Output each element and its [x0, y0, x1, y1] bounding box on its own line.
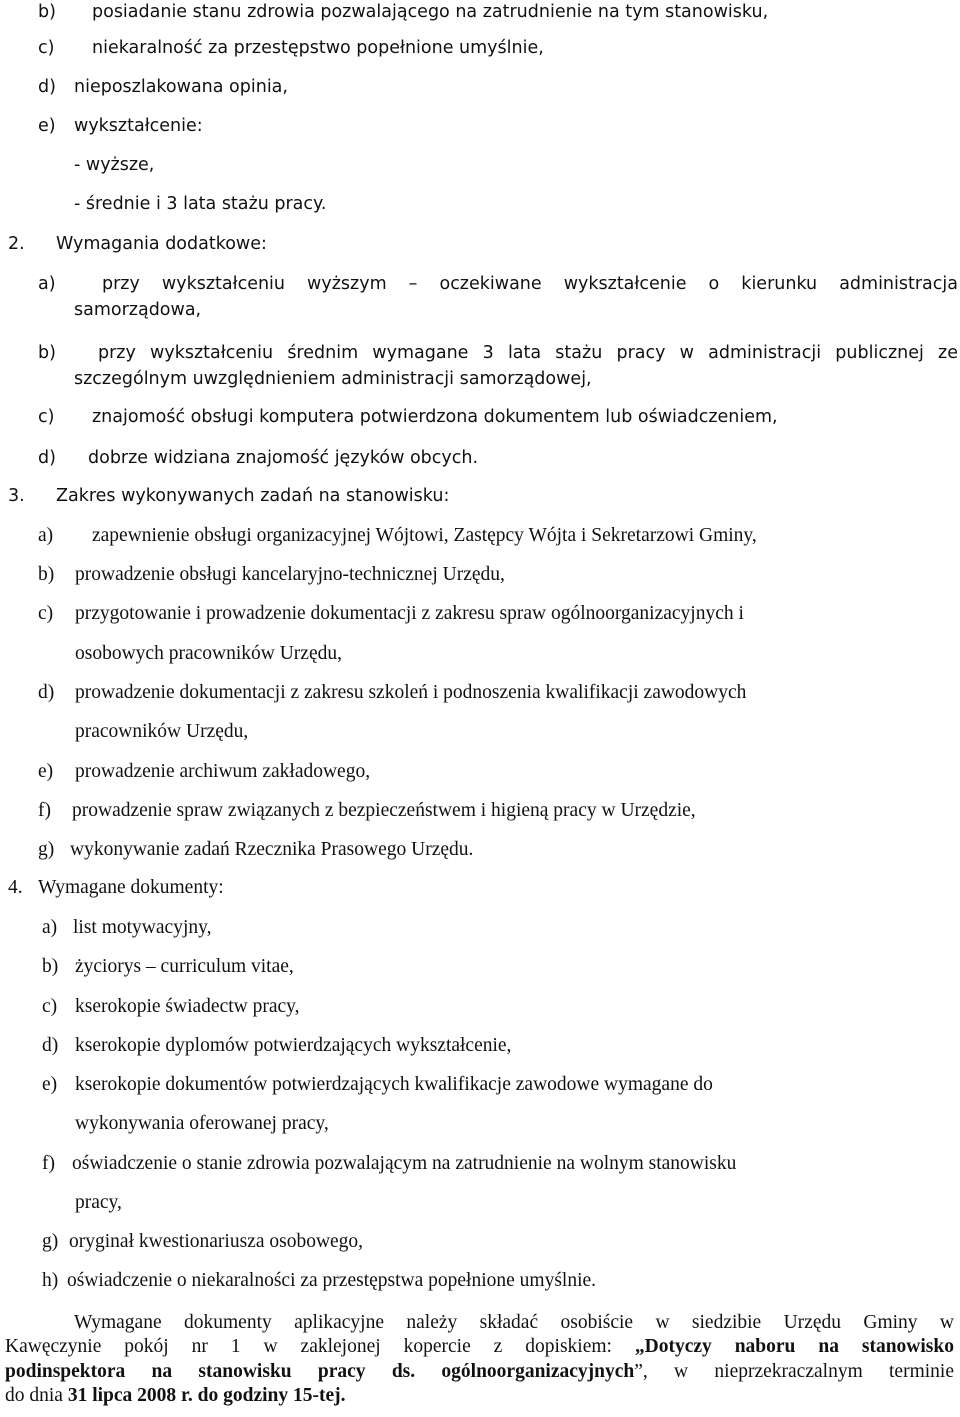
list-marker: h): [42, 1270, 59, 1291]
list-item-text: zapewnienie obsługi organizacyjnej Wójtowi, Zastępcy Wójta i Sekretarzowi Gminy,: [92, 525, 757, 546]
section-heading: [8, 876, 908, 900]
list-item-text: kserokopie świadectw pracy,: [75, 996, 300, 1017]
list-marker: f): [38, 800, 51, 821]
list-marker: e): [38, 761, 54, 782]
list-marker: b): [42, 956, 59, 977]
closing-text: ”, w nieprzekraczalnym terminie: [634, 1361, 954, 1382]
list-item: [42, 1230, 942, 1254]
list-item-continuation: osobowych pracowników Urzędu,: [75, 643, 342, 664]
list-item: [42, 1034, 942, 1058]
list-item-text: prowadzenie spraw związanych z bezpieczeństwem i higieną pracy w Urzędzie,: [72, 800, 696, 821]
list-item: [38, 602, 938, 626]
list-marker: d): [42, 1035, 59, 1056]
list-item-text: życiorys – curriculum vitae,: [75, 956, 294, 977]
list-item-text: dobrze widziana znajomość języków obcych.: [88, 448, 479, 468]
list-item: [38, 446, 938, 470]
list-marker: b): [38, 343, 56, 363]
list-item: [38, 36, 938, 60]
list-item: [38, 799, 938, 823]
list-item-text: wykonywanie zadań Rzecznika Prasowego Urzędu.: [70, 839, 474, 860]
list-item-text: nieposzlakowana opinia,: [74, 77, 288, 97]
list-item: [38, 838, 938, 862]
section-title: Wymagane dokumenty:: [38, 877, 224, 898]
section-title: Zakres wykonywanych zadań na stanowisku:: [56, 486, 450, 506]
closing-emphasis: podinspektora na stanowisku pracy ds. ogólnoorganizacyjnych: [5, 1361, 635, 1382]
closing-emphasis: „Dotyczy naboru na stanowisko: [634, 1336, 954, 1357]
closing-line-3: [5, 1360, 954, 1384]
list-marker: d): [38, 77, 56, 97]
closing-text: Kawęczynie pokój nr 1 w zaklejonej kopercie z dopiskiem:: [5, 1336, 635, 1357]
list-marker: g): [42, 1231, 59, 1252]
list-item: [38, 524, 938, 548]
list-item-text: oświadczenie o stanie zdrowia pozwalającym na zatrudnienie na wolnym stanowisku: [72, 1153, 737, 1174]
closing-text: do dnia: [5, 1385, 68, 1406]
list-item-text: przygotowanie i prowadzenie dokumentacji z zakresu spraw ogólnoorganizacyjnych i: [75, 603, 744, 624]
section-heading: [8, 484, 908, 508]
list-item: [38, 272, 958, 296]
list-item-text: przy wykształceniu średnim wymagane 3 lata stażu pracy w administracji publicznej ze: [98, 343, 958, 363]
list-item: [42, 916, 942, 940]
list-item-continuation: wykonywania oferowanej pracy,: [75, 1113, 329, 1134]
list-marker: b): [38, 564, 55, 585]
list-item: [42, 995, 942, 1019]
list-marker: e): [42, 1074, 58, 1095]
list-item-text: list motywacyjny,: [73, 917, 212, 938]
list-item: [38, 760, 938, 784]
section-number: 3.: [8, 486, 25, 506]
list-item-text: znajomość obsługi komputera potwierdzona dokumentem lub oświadczeniem,: [92, 407, 778, 427]
list-item-text: niekaralność za przestępstwo popełnione umyślnie,: [92, 38, 544, 58]
list-item-sub: - średnie i 3 lata stażu pracy.: [74, 194, 327, 214]
list-marker: a): [38, 274, 56, 294]
list-item: [38, 681, 938, 705]
closing-line-4: [5, 1384, 346, 1408]
list-item-text: posiadanie stanu zdrowia pozwalającego na zatrudnienie na tym stanowisku,: [92, 2, 769, 22]
list-marker: a): [42, 917, 58, 938]
list-item: [38, 114, 938, 138]
list-marker: d): [38, 682, 55, 703]
list-item-continuation: szczególnym uwzględnieniem administracji samorządowej,: [74, 369, 592, 389]
list-marker: b): [38, 2, 56, 22]
list-marker: c): [42, 996, 58, 1017]
list-item-text: prowadzenie archiwum zakładowego,: [75, 761, 371, 782]
deadline: 31 lipca 2008 r. do godziny 15-tej.: [67, 1385, 346, 1406]
list-item-continuation: samorządowa,: [74, 300, 202, 320]
section-heading: [8, 232, 908, 256]
list-marker: c): [38, 38, 55, 58]
list-item-text: przy wykształceniu wyższym – oczekiwane wykształcenie o kierunku administracja: [102, 274, 958, 294]
list-item: [42, 1152, 942, 1176]
list-marker: g): [38, 839, 55, 860]
list-item-sub: - wyższe,: [74, 155, 155, 175]
list-item: [42, 1269, 942, 1293]
list-marker: c): [38, 407, 55, 427]
list-item-text: oryginał kwestionariusza osobowego,: [69, 1231, 364, 1252]
list-marker: a): [38, 525, 54, 546]
list-item-text: oświadczenie o niekaralności za przestępstwa popełnione umyślnie.: [67, 1270, 597, 1291]
list-item: [42, 955, 942, 979]
list-marker: c): [38, 603, 54, 624]
list-item: [38, 563, 938, 587]
section-title: Wymagania dodatkowe:: [56, 234, 267, 254]
list-item-text: kserokopie dyplomów potwierdzających wykształcenie,: [75, 1035, 512, 1056]
list-item: [38, 75, 938, 99]
list-marker: d): [38, 448, 56, 468]
list-item-text: wykształcenie:: [74, 116, 203, 136]
closing-line-2: [5, 1335, 954, 1359]
list-item-continuation: pracy,: [75, 1192, 122, 1213]
list-marker: e): [38, 116, 56, 136]
list-item-text: kserokopie dokumentów potwierdzających kwalifikacje zawodowe wymagane do: [75, 1074, 713, 1095]
list-item-continuation: pracowników Urzędu,: [75, 721, 249, 742]
list-item-text: prowadzenie dokumentacji z zakresu szkoleń i podnoszenia kwalifikacji zawodowych: [75, 682, 747, 703]
section-number: 2.: [8, 234, 25, 254]
closing-line-1: Wymagane dokumenty aplikacyjne należy składać osobiście w siedzibie Urzędu Gminy w: [74, 1312, 954, 1333]
list-item: [42, 1073, 942, 1097]
list-marker: f): [42, 1153, 55, 1174]
list-item: [38, 0, 938, 24]
section-number: 4.: [8, 877, 23, 898]
list-item: [38, 405, 938, 429]
list-item: [38, 341, 958, 365]
list-item-text: prowadzenie obsługi kancelaryjno-technicznej Urzędu,: [75, 564, 505, 585]
